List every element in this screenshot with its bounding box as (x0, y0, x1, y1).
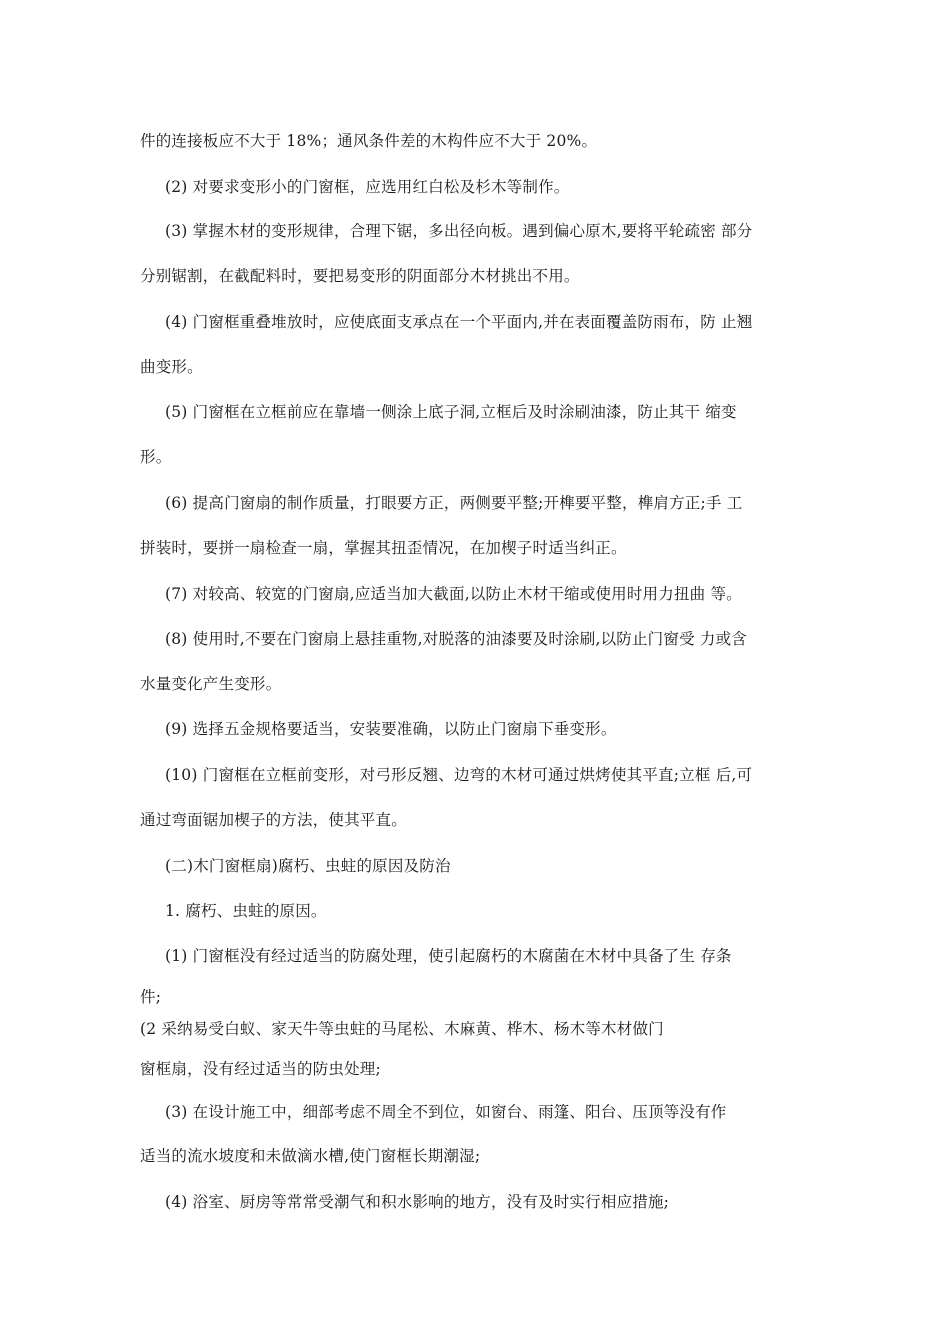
text-line: (9) 选择五金规格要适当，安装要准确，以防止门窗扇下垂变形。 (165, 720, 617, 738)
text-line: (3) 掌握木材的变形规律，合理下锯，多出径向板。遇到偏心原木,要将平轮疏密 部分 (165, 222, 753, 240)
text-line: 拼装时，要拼一扇检查一扇，掌握其扭歪情况，在加楔子时适当纠正。 (140, 539, 627, 557)
text-line: 件; (140, 988, 162, 1006)
text-line: (8) 使用时,不要在门窗扇上悬挂重物,对脱落的油漆要及时涂刷,以防止门窗受 力或含 (165, 630, 747, 648)
text-line: 件的连接板应不大于 18%；通风条件差的木构件应不大于 20%。 (140, 132, 598, 150)
text-line: (6) 提高门窗扇的制作质量，打眼要方正，两侧要平整;开榫要平整，榫肩方正;手 工 (165, 494, 743, 512)
text-line: (4) 门窗框重叠堆放时，应使底面支承点在一个平面内,并在表面覆盖防雨布，防 止翘 (165, 313, 753, 331)
text-line: 曲变形。 (140, 358, 203, 376)
text-line: (5) 门窗框在立框前应在靠墙一侧涂上底子洞,立框后及时涂刷油漆，防止其干 缩变 (165, 403, 737, 421)
section-heading: (二)木门窗框扇)腐朽、虫蛀的原因及防治 (165, 857, 451, 875)
text-line: (2 采纳易受白蚁、家天牛等虫蛀的马尾松、木麻黄、桦木、杨木等木材做门 (140, 1020, 664, 1038)
text-line: (10) 门窗框在立框前变形，对弓形反翘、边弯的木材可通过烘烤使其平直;立框 后,可 (165, 766, 753, 784)
text-line: 窗框扇，没有经过适当的防虫处理; (140, 1060, 381, 1078)
text-line: 1. 腐朽、虫蛀的原因。 (165, 902, 327, 920)
text-line: (2) 对要求变形小的门窗框，应选用红白松及杉木等制作。 (165, 178, 570, 196)
text-line: (3) 在设计施工中，细部考虑不周全不到位，如窗台、雨篷、阳台、压顶等没有作 (165, 1103, 727, 1121)
text-line: 通过弯面锯加楔子的方法，使其平直。 (140, 811, 407, 829)
text-line: 适当的流水坡度和未做滴水槽,使门窗框长期潮湿; (140, 1147, 481, 1165)
text-line: 形。 (140, 448, 172, 466)
text-line: 水量变化产生变形。 (140, 675, 282, 693)
text-line: (1) 门窗框没有经过适当的防腐处理，使引起腐朽的木腐菌在木材中具备了生 存条 (165, 947, 732, 965)
text-line: (7) 对较高、较宽的门窗扇,应适当加大截面,以防止木材干缩或使用时用力扭曲 等。 (165, 585, 742, 603)
text-line: (4) 浴室、厨房等常常受潮气和积水影响的地方，没有及时实行相应措施; (165, 1193, 670, 1211)
text-line: 分别锯割，在截配料时，要把易变形的阴面部分木材挑出不用。 (140, 267, 580, 285)
